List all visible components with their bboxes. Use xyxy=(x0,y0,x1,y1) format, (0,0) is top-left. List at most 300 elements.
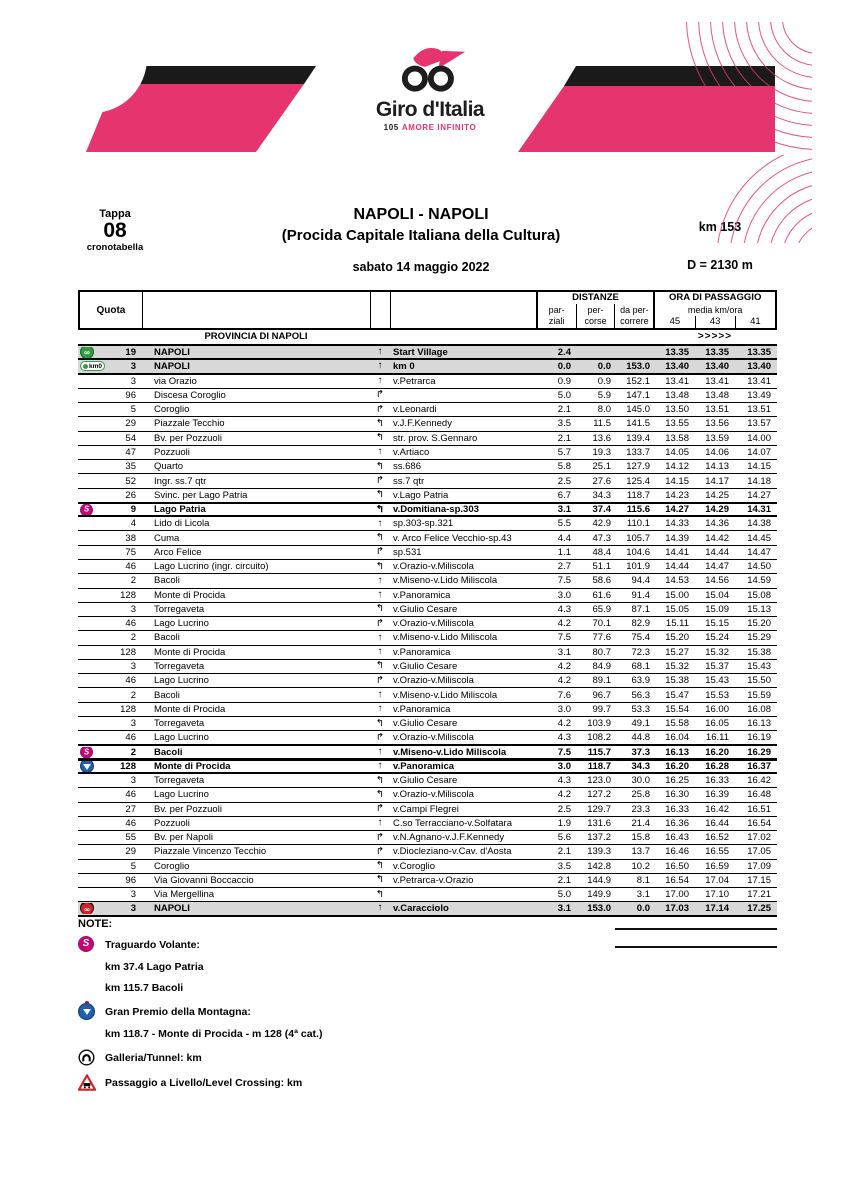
km-parziali-cell: 2.1 xyxy=(557,846,571,858)
location-cell: Monte di Procida xyxy=(154,646,226,658)
km-parziali-cell: 0.9 xyxy=(557,375,571,387)
km-parziali-cell: 4.4 xyxy=(557,532,571,544)
quota-cell xyxy=(78,561,141,572)
time-41-cell: 13.49 xyxy=(747,389,771,401)
route-row xyxy=(78,788,777,802)
level-crossing-icon xyxy=(78,1074,96,1091)
location-cell: Bv. per Pozzuoli xyxy=(154,803,222,815)
time-45-cell: 16.13 xyxy=(665,746,689,758)
km-parziali-cell: 2.7 xyxy=(557,561,571,573)
sprint-note-item: km 115.7 Bacoli xyxy=(105,982,184,994)
time-43-cell: 15.32 xyxy=(705,646,729,658)
time-43-cell: 15.04 xyxy=(705,589,729,601)
time-43-cell: 16.20 xyxy=(705,746,729,758)
km-dapercorrere-cell: 63.9 xyxy=(631,675,650,687)
km-percorse-cell: 80.7 xyxy=(592,646,611,658)
header-location xyxy=(143,292,371,328)
km-parziali-cell: 3.5 xyxy=(557,860,571,872)
km-parziali-cell: 3.1 xyxy=(557,646,571,658)
direction-arrow-icon: ↑ xyxy=(377,518,383,529)
time-41-cell: 16.29 xyxy=(747,746,771,758)
route-row xyxy=(78,360,777,374)
quota-value: 3 xyxy=(130,902,136,914)
time-41-cell: 16.13 xyxy=(747,718,771,730)
gpm-note-label: Gran Premio della Montagna: xyxy=(105,1005,251,1018)
time-45-cell: 16.04 xyxy=(665,732,689,744)
km-dapercorrere-cell: 72.3 xyxy=(631,646,650,658)
time-45-cell: 17.00 xyxy=(665,889,689,901)
time-41-cell: 14.07 xyxy=(747,446,771,458)
direction-arrow-icon: ↰ xyxy=(375,889,385,900)
km-percorse-cell: 129.7 xyxy=(587,803,611,815)
km-dapercorrere-cell: 91.4 xyxy=(631,589,650,601)
route-row xyxy=(78,560,777,574)
direction-arrow-icon: ↑ xyxy=(377,361,383,372)
location-cell: Bacoli xyxy=(154,575,180,587)
gpm-icon xyxy=(80,761,94,772)
header-distanze: DISTANZE xyxy=(572,292,619,303)
route-row xyxy=(78,489,777,503)
km-dapercorrere-cell: 44.8 xyxy=(631,732,650,744)
quota-value: 96 xyxy=(125,389,136,401)
km-dapercorrere-cell: 21.4 xyxy=(631,817,650,829)
km-dapercorrere-cell: 13.7 xyxy=(631,846,650,858)
location-cell: Bacoli xyxy=(154,632,180,644)
quota-value: 3 xyxy=(130,889,136,901)
time-45-cell: 13.40 xyxy=(665,360,689,372)
road-cell: v.Petrarca-v.Orazio xyxy=(393,874,474,886)
time-41-cell: 13.41 xyxy=(747,375,771,387)
quota-value: 5 xyxy=(130,860,136,872)
km-parziali-cell: 5.8 xyxy=(557,461,571,473)
stage-subtitle: (Procida Capitale Italiana della Cultura) xyxy=(281,227,561,244)
quota-value: 46 xyxy=(125,675,136,687)
direction-arrow-icon: ↑ xyxy=(377,590,383,601)
gpm-note-item: km 118.7 - Monte di Procida - m 128 (4ª cat.) xyxy=(105,1028,323,1040)
tappa-number: 08 xyxy=(103,219,127,242)
road-cell: sp.531 xyxy=(393,546,422,558)
time-45-cell: 16.43 xyxy=(665,832,689,844)
km-percorse-cell: 11.5 xyxy=(593,418,611,430)
time-43-cell: 13.59 xyxy=(705,432,729,444)
route-row xyxy=(78,403,777,417)
quota-value: 47 xyxy=(125,446,136,458)
km-percorse-cell: 51.1 xyxy=(592,561,611,573)
direction-arrow-icon: ↑ xyxy=(377,747,383,758)
direction-arrow-icon: ↰ xyxy=(375,433,385,444)
direction-arrow-icon: ↰ xyxy=(375,661,385,672)
quota-value: 29 xyxy=(125,418,136,430)
giro-logo xyxy=(370,40,490,132)
km-dapercorrere-cell: 139.4 xyxy=(626,432,650,444)
km-percorse-cell: 131.6 xyxy=(587,817,611,829)
km-percorse-cell: 96.7 xyxy=(592,689,611,701)
time-43-cell: 17.10 xyxy=(705,889,729,901)
route-row xyxy=(78,417,777,431)
location-cell: Lago Lucrino xyxy=(154,618,209,630)
km-percorse-cell: 139.3 xyxy=(587,846,611,858)
km-parziali-cell: 5.0 xyxy=(557,889,571,901)
time-43-cell: 16.11 xyxy=(705,732,729,744)
location-cell: Torregaveta xyxy=(154,718,205,730)
time-45-cell: 16.33 xyxy=(665,803,689,815)
road-cell: v.Panoramica xyxy=(393,646,451,658)
time-43-cell: 14.36 xyxy=(705,518,729,530)
time-41-cell: 13.57 xyxy=(747,418,771,430)
time-43-cell: 14.44 xyxy=(705,546,729,558)
time-41-cell: 16.48 xyxy=(747,789,771,801)
km-parziali-cell: 5.6 xyxy=(557,832,571,844)
km-parziali-cell: 1.9 xyxy=(557,817,571,829)
time-45-cell: 16.50 xyxy=(665,860,689,872)
header-speed-43: 43 xyxy=(695,316,735,329)
time-41-cell: 16.54 xyxy=(747,817,771,829)
tappa-kind: cronotabella xyxy=(86,242,144,254)
km-dapercorrere-cell: 68.1 xyxy=(631,660,650,672)
km-parziali-cell: 2.5 xyxy=(557,803,571,815)
time-43-cell: 13.41 xyxy=(705,375,729,387)
time-41-cell: 17.21 xyxy=(747,889,771,901)
quota-cell xyxy=(78,761,141,772)
time-43-cell: 15.15 xyxy=(705,618,729,630)
road-cell: v.Panoramica xyxy=(393,589,451,601)
quota-value: 3 xyxy=(130,718,136,730)
km-parziali-cell: 4.2 xyxy=(557,675,571,687)
time-43-cell: 14.56 xyxy=(705,575,729,587)
route-table-body xyxy=(78,346,777,917)
time-45-cell: 14.23 xyxy=(665,489,689,501)
km-dapercorrere-cell: 3.1 xyxy=(636,889,650,901)
road-cell: v.Domitiana-sp.303 xyxy=(393,504,479,516)
location-cell: Quarto xyxy=(154,461,184,473)
time-45-cell: 13.55 xyxy=(665,418,689,430)
time-43-cell: 14.06 xyxy=(705,446,729,458)
time-41-cell: 15.20 xyxy=(747,618,771,630)
route-row xyxy=(78,346,777,360)
route-row xyxy=(78,660,777,674)
route-row xyxy=(78,574,777,588)
route-row xyxy=(78,474,777,488)
quota-cell xyxy=(78,418,141,429)
km-parziali-cell: 2.5 xyxy=(557,475,571,487)
km-dapercorrere-cell: 152.1 xyxy=(626,375,650,387)
time-41-cell: 13.35 xyxy=(747,346,771,358)
logo-tagline: AMORE INFINITO xyxy=(401,123,477,132)
direction-arrow-icon: ↰ xyxy=(375,461,385,472)
km-dapercorrere-cell: 23.3 xyxy=(631,803,650,815)
direction-arrow-icon: ↰ xyxy=(375,861,385,872)
notes-section xyxy=(78,918,638,1099)
km-percorse-cell: 99.7 xyxy=(592,703,611,715)
km-dapercorrere-cell: 153.0 xyxy=(626,360,650,372)
time-43-cell: 17.04 xyxy=(705,874,729,886)
time-43-cell: 14.29 xyxy=(705,504,729,516)
km-parziali-cell: 7.5 xyxy=(557,575,571,587)
location-cell: NAPOLI xyxy=(154,360,190,372)
direction-arrow-icon: ↰ xyxy=(375,561,385,572)
time-41-cell: 16.37 xyxy=(747,760,771,772)
road-cell: Start Village xyxy=(393,346,448,358)
quota-value: 46 xyxy=(125,732,136,744)
quota-value: 26 xyxy=(125,489,136,501)
km-dapercorrere-cell: 25.8 xyxy=(631,789,650,801)
time-43-cell: 16.52 xyxy=(705,832,729,844)
direction-arrow-icon: ↰ xyxy=(375,875,385,886)
location-cell: Monte di Procida xyxy=(154,589,226,601)
stage-title: NAPOLI - NAPOLI xyxy=(353,206,489,223)
km-percorse-cell: 84.9 xyxy=(592,660,611,672)
time-43-cell: 16.39 xyxy=(705,789,729,801)
km-dapercorrere-cell: 34.3 xyxy=(631,760,650,772)
quota-value: 5 xyxy=(130,404,136,416)
province-chevrons: >>>>> xyxy=(697,331,733,342)
quota-cell xyxy=(78,518,141,529)
time-41-cell: 15.38 xyxy=(747,646,771,658)
road-cell: v.Miseno-v.Lido Miliscola xyxy=(393,632,498,644)
time-45-cell: 14.39 xyxy=(665,532,689,544)
quota-value: 46 xyxy=(125,789,136,801)
time-43-cell: 16.44 xyxy=(705,817,729,829)
time-41-cell: 14.45 xyxy=(747,532,771,544)
quota-cell xyxy=(78,861,141,872)
gpm-icon xyxy=(78,1003,95,1020)
location-cell: Svinc. per Lago Patria xyxy=(154,489,248,501)
km-dapercorrere-cell: 0.0 xyxy=(636,902,650,914)
location-cell: NAPOLI xyxy=(154,902,190,914)
header-ora-group xyxy=(655,292,775,328)
km-dapercorrere-cell: 87.1 xyxy=(631,603,650,615)
road-cell: v.Orazio-v.Miliscola xyxy=(393,561,474,573)
quota-value: 38 xyxy=(125,532,136,544)
direction-arrow-icon: ↱ xyxy=(375,618,385,629)
route-row xyxy=(78,703,777,717)
time-41-cell: 15.50 xyxy=(747,675,771,687)
time-41-cell: 16.08 xyxy=(747,703,771,715)
time-45-cell: 14.41 xyxy=(665,546,689,558)
km-parziali-cell: 3.5 xyxy=(557,418,571,430)
road-cell: v.Giulio Cesare xyxy=(393,775,458,787)
quota-value: 75 xyxy=(125,546,136,558)
time-41-cell: 14.59 xyxy=(747,575,771,587)
time-43-cell: 16.00 xyxy=(705,703,729,715)
location-cell: Torregaveta xyxy=(154,603,205,615)
direction-arrow-icon: ↑ xyxy=(377,447,383,458)
km-parziali-cell: 4.2 xyxy=(557,660,571,672)
km-parziali-cell: 3.1 xyxy=(557,504,571,516)
location-cell: via Orazio xyxy=(154,375,197,387)
direction-arrow-icon: ↰ xyxy=(375,604,385,615)
km-percorse-cell: 42.9 xyxy=(592,518,611,530)
quota-value: 4 xyxy=(130,518,136,530)
road-cell: v.Giulio Cesare xyxy=(393,603,458,615)
km-parziali-cell: 5.5 xyxy=(557,518,571,530)
location-cell: Cuma xyxy=(154,532,180,544)
direction-arrow-icon: ↱ xyxy=(375,390,385,401)
route-row xyxy=(78,631,777,645)
quota-cell xyxy=(78,575,141,586)
km-percorse-cell: 0.9 xyxy=(597,375,611,387)
km-parziali-cell: 7.6 xyxy=(557,689,571,701)
time-41-cell: 13.51 xyxy=(747,404,771,416)
time-41-cell: 16.51 xyxy=(747,803,771,815)
route-row xyxy=(78,446,777,460)
quota-cell xyxy=(78,490,141,501)
quota-cell xyxy=(78,461,141,472)
quota-value: 2 xyxy=(130,689,136,701)
header-percorse: per- corse xyxy=(576,304,615,328)
location-cell: Bv. per Pozzuoli xyxy=(154,432,222,444)
quota-cell xyxy=(78,632,141,643)
location-cell: Monte di Procida xyxy=(154,703,226,715)
quota-value: 128 xyxy=(120,646,136,658)
quota-value: 3 xyxy=(130,603,136,615)
quota-cell xyxy=(78,547,141,558)
direction-arrow-icon: ↑ xyxy=(377,761,383,772)
km-dapercorrere-cell: 105.7 xyxy=(626,532,650,544)
km-parziali-cell: 4.3 xyxy=(557,732,571,744)
quota-value: 128 xyxy=(120,760,136,772)
time-45-cell: 15.38 xyxy=(665,675,689,687)
time-45-cell: 16.46 xyxy=(665,846,689,858)
km-parziali-cell: 4.2 xyxy=(557,718,571,730)
km-parziali-cell: 5.7 xyxy=(557,446,571,458)
km-parziali-cell: 1.1 xyxy=(557,546,571,558)
quota-cell xyxy=(78,661,141,672)
km-parziali-cell: 2.1 xyxy=(557,432,571,444)
route-row xyxy=(78,389,777,403)
route-table xyxy=(78,290,777,917)
location-cell: Lago Patria xyxy=(154,504,206,516)
time-45-cell: 16.30 xyxy=(665,789,689,801)
route-row xyxy=(78,860,777,874)
quota-cell xyxy=(78,718,141,729)
time-45-cell: 16.54 xyxy=(665,874,689,886)
time-45-cell: 14.44 xyxy=(665,561,689,573)
quota-cell xyxy=(78,618,141,629)
quota-cell xyxy=(78,504,141,515)
quota-value: 46 xyxy=(125,561,136,573)
time-45-cell: 15.58 xyxy=(665,718,689,730)
time-43-cell: 15.24 xyxy=(705,632,729,644)
route-row xyxy=(78,375,777,389)
direction-arrow-icon: ↑ xyxy=(377,376,383,387)
time-41-cell: 14.00 xyxy=(747,432,771,444)
km-percorse-cell: 77.6 xyxy=(592,632,611,644)
time-45-cell: 15.05 xyxy=(665,603,689,615)
km-dapercorrere-cell: 118.7 xyxy=(626,489,650,501)
km-parziali-cell: 2.1 xyxy=(557,404,571,416)
time-41-cell: 14.18 xyxy=(747,475,771,487)
quota-value: 2 xyxy=(130,575,136,587)
time-43-cell: 15.37 xyxy=(705,660,729,672)
km-parziali-cell: 7.5 xyxy=(557,632,571,644)
direction-arrow-icon: ↑ xyxy=(377,647,383,658)
direction-arrow-icon: ↱ xyxy=(375,804,385,815)
time-45-cell: 15.11 xyxy=(665,618,689,630)
road-cell: sp.303-sp.321 xyxy=(393,518,454,530)
km-percorse-cell: 34.3 xyxy=(592,489,611,501)
time-43-cell: 16.55 xyxy=(705,846,729,858)
direction-arrow-icon: ↱ xyxy=(375,846,385,857)
road-cell: str. prov. S.Gennaro xyxy=(393,432,478,444)
stage-distance: km 153 xyxy=(698,220,742,234)
time-45-cell: 13.58 xyxy=(665,432,689,444)
sprint-icon: S xyxy=(80,747,93,758)
time-41-cell: 14.15 xyxy=(747,461,771,473)
route-row xyxy=(78,460,777,474)
km-dapercorrere-cell: 82.9 xyxy=(631,618,650,630)
quota-value: 128 xyxy=(120,589,136,601)
stage-elevation: D = 2130 m xyxy=(687,258,753,272)
km-percorse-cell: 137.2 xyxy=(587,832,611,844)
direction-arrow-icon: ↑ xyxy=(377,903,383,914)
direction-arrow-icon: ↑ xyxy=(377,632,383,643)
stage-title-block xyxy=(186,206,656,274)
start-icon xyxy=(80,347,94,358)
quota-cell xyxy=(78,361,141,372)
km-percorse-cell: 108.2 xyxy=(587,732,611,744)
logo-wordmark: Giro d'Italia xyxy=(375,98,485,121)
time-45-cell: 16.36 xyxy=(665,817,689,829)
direction-arrow-icon: ↑ xyxy=(377,347,383,358)
time-43-cell: 13.40 xyxy=(705,360,729,372)
route-row xyxy=(78,745,777,759)
direction-arrow-icon: ↰ xyxy=(375,418,385,429)
location-cell: Coroglio xyxy=(154,860,190,872)
km-dapercorrere-cell: 115.6 xyxy=(626,504,650,516)
route-row xyxy=(78,531,777,545)
route-row xyxy=(78,688,777,702)
direction-arrow-icon: ↑ xyxy=(377,575,383,586)
header-media: media km/ora xyxy=(687,305,743,315)
route-row xyxy=(78,902,777,916)
km-dapercorrere-cell: 75.4 xyxy=(631,632,650,644)
quota-value: 55 xyxy=(125,832,136,844)
quota-cell xyxy=(78,789,141,800)
time-43-cell: 14.25 xyxy=(705,489,729,501)
stage-date: sabato 14 maggio 2022 xyxy=(352,260,490,274)
time-45-cell: 16.20 xyxy=(665,760,689,772)
km-parziali-cell: 3.0 xyxy=(557,760,571,772)
km-dapercorrere-cell: 125.4 xyxy=(626,475,650,487)
road-cell: v.Orazio-v.Miliscola xyxy=(393,732,474,744)
time-43-cell: 13.56 xyxy=(705,418,729,430)
quota-value: 54 xyxy=(125,432,136,444)
road-cell: v.Giulio Cesare xyxy=(393,718,458,730)
tunnel-icon xyxy=(78,1049,95,1066)
header-distanze-group xyxy=(538,292,656,328)
road-cell: v.Panoramica xyxy=(393,760,455,772)
quota-cell xyxy=(78,804,141,815)
direction-arrow-icon: ↰ xyxy=(375,504,385,515)
route-row xyxy=(78,546,777,560)
time-45-cell: 15.00 xyxy=(665,589,689,601)
km-percorse-cell: 25.1 xyxy=(592,461,611,473)
tunnel-note-label: Galleria/Tunnel: km xyxy=(105,1051,202,1064)
time-43-cell: 16.33 xyxy=(705,775,729,787)
km-dapercorrere-cell: 127.9 xyxy=(626,461,650,473)
location-cell: Piazzale Vincenzo Tecchio xyxy=(154,846,267,858)
time-41-cell: 16.19 xyxy=(747,732,771,744)
time-43-cell: 13.48 xyxy=(705,389,729,401)
km-percorse-cell: 89.1 xyxy=(592,675,611,687)
km-dapercorrere-cell: 30.0 xyxy=(631,775,650,787)
road-cell: v.Caracciolo xyxy=(393,902,449,914)
km-percorse-cell: 144.9 xyxy=(587,874,611,886)
km-percorse-cell: 37.4 xyxy=(592,504,611,516)
time-41-cell: 17.05 xyxy=(747,846,771,858)
km-parziali-cell: 0.0 xyxy=(557,360,571,372)
